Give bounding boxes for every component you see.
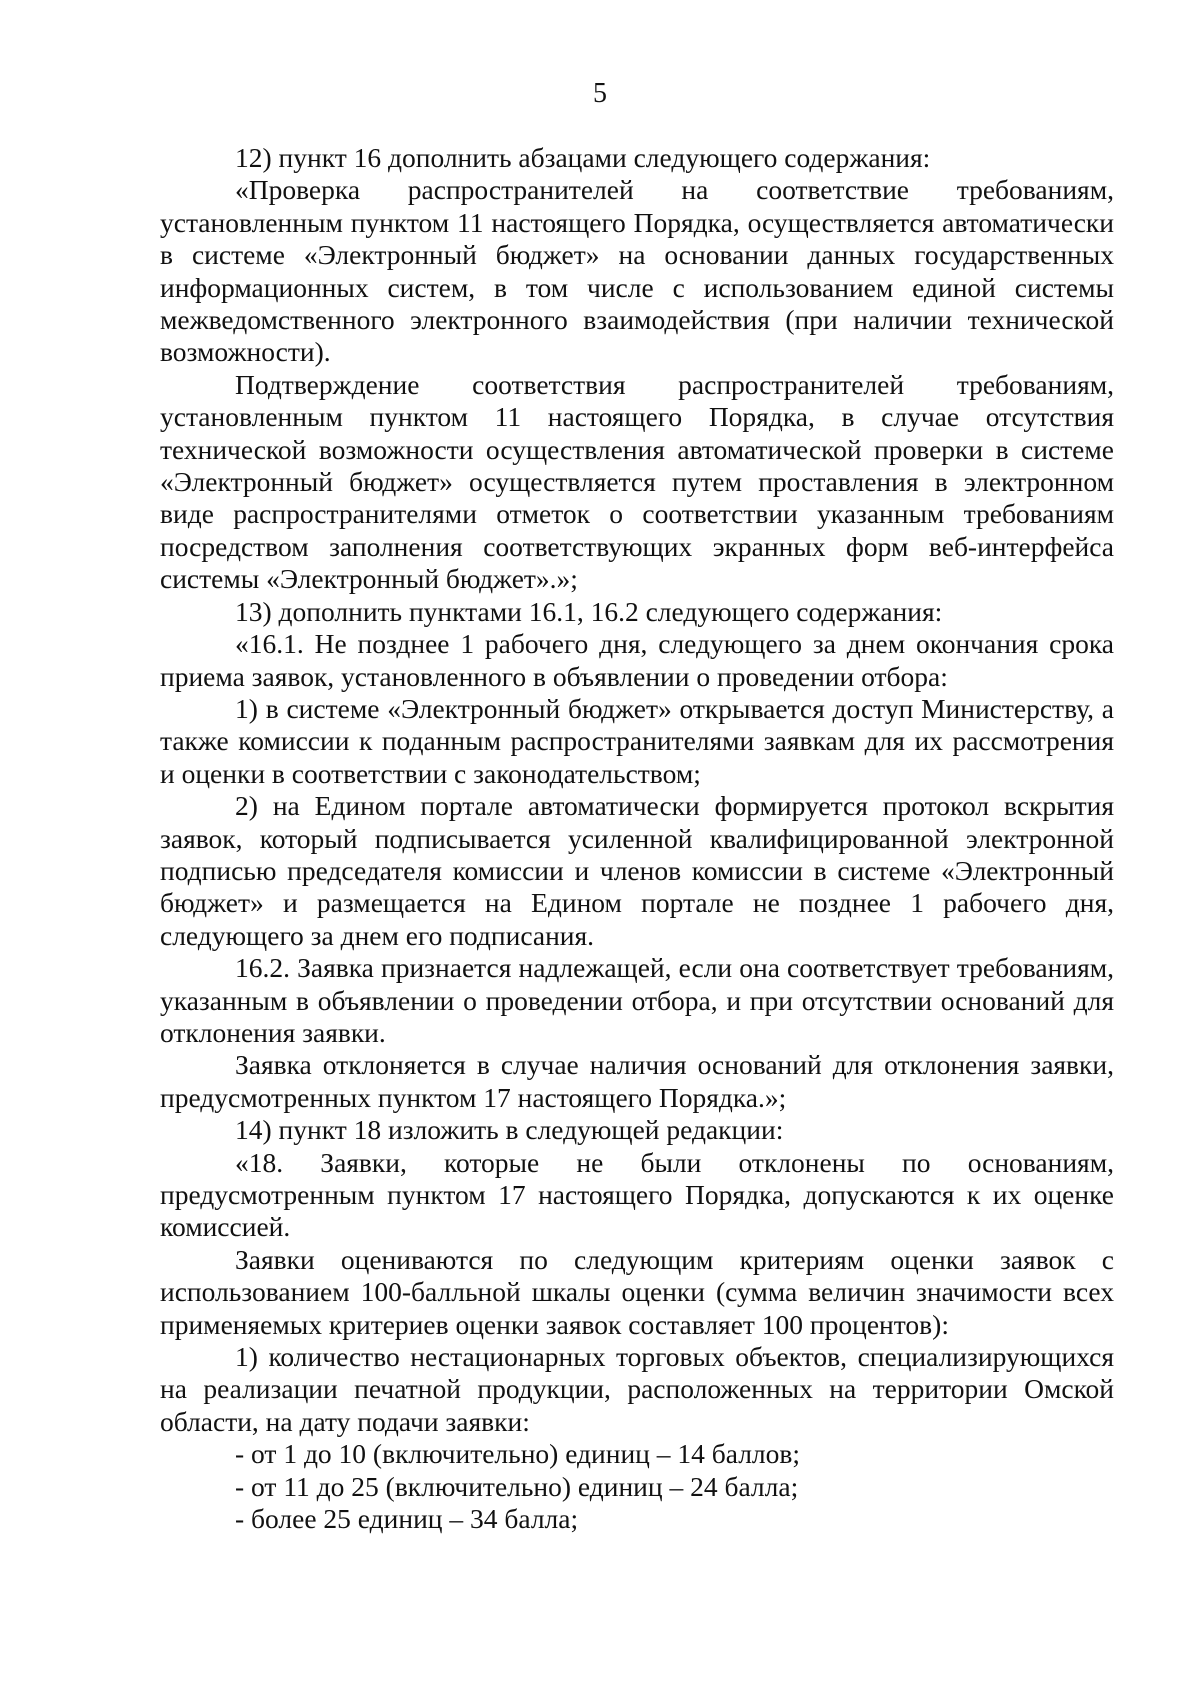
paragraph: «16.1. Не позднее 1 рабочего дня, следующего за днем окончания срока приема заявок, установленного в объявлении о проведении отбора: <box>160 628 1114 692</box>
paragraph: - от 1 до 10 (включительно) единиц – 14 баллов; <box>235 1438 801 1470</box>
paragraph: 12) пункт 16 дополнить абзацами следующего содержания: <box>235 142 931 173</box>
paragraph: - от 11 до 25 (включительно) единиц – 24 балла; <box>235 1470 799 1502</box>
paragraph: 16.2. Заявка признается надлежащей, если она соответствует требованиям, указанным в объявлении о проведении отбора, и при отсутствии оснований для отклонения заявки. <box>160 952 1114 1048</box>
paragraph: «Проверка распространителей на соответствие требованиям, установленным пунктом 11 настоящего Порядка, осуществляется автоматически в системе «Электронный бюджет» на основании данных государственных информационных систем, в том числе с использованием единой системы межведомственного электронного взаимодействия (при наличии технической возможности). <box>160 174 1114 368</box>
paragraph: - более 25 единиц – 34 балла; <box>235 1503 579 1535</box>
document-body <box>160 142 1114 1535</box>
paragraph: 1) в системе «Электронный бюджет» открывается доступ Министерству, а также комиссии к поданным распространителями заявкам для их рассмотрения и оценки в соответствии с законодательством; <box>160 692 1114 789</box>
paragraph: 13) дополнить пунктами 16.1, 16.2 следующего содержания: <box>235 595 943 627</box>
paragraph: «18. Заявки, которые не были отклонены по основаниям, предусмотренным пунктом 17 настоящего Порядка, допускаются к их оценке комиссией. <box>160 1146 1114 1243</box>
paragraph: Заявка отклоняется в случае наличия оснований для отклонения заявки, предусмотренных пунктом 17 настоящего Порядка.»; <box>160 1049 1114 1113</box>
paragraph: Заявки оцениваются по следующим критериям оценки заявок с использованием 100-балльной шкалы оценки (сумма величин значимости всех применяемых критериев оценки заявок составляет 100 процентов): <box>160 1243 1114 1340</box>
paragraph: 14) пункт 18 изложить в следующей редакции: <box>235 1114 784 1146</box>
paragraph: 1) количество нестационарных торговых объектов, специализирующихся на реализации печатной продукции, расположенных на территории Омской области, на дату подачи заявки: <box>160 1341 1114 1437</box>
paragraph: Подтверждение соответствия распространителей требованиям, установленным пунктом 11 настоящего Порядка, в случае отсутствия технической возможности осуществления автоматической проверки в системе «Электронный бюджет» осуществляется путем проставления в электронном виде распространителями отметок о соответствии указанным требованиям посредством заполнения соответствующих экранных форм веб-интерфейса системы «Электронный бюджет».»; <box>160 368 1114 595</box>
paragraph: 2) на Едином портале автоматически формируется протокол вскрытия заявок, который подписывается усиленной квалифицированной электронной подписью председателя комиссии и членов комиссии в системе «Электронный бюджет» и размещается на Едином портале не позднее 1 рабочего дня, следующего за днем его подписания. <box>160 790 1114 951</box>
page-number: 5 <box>593 78 607 109</box>
